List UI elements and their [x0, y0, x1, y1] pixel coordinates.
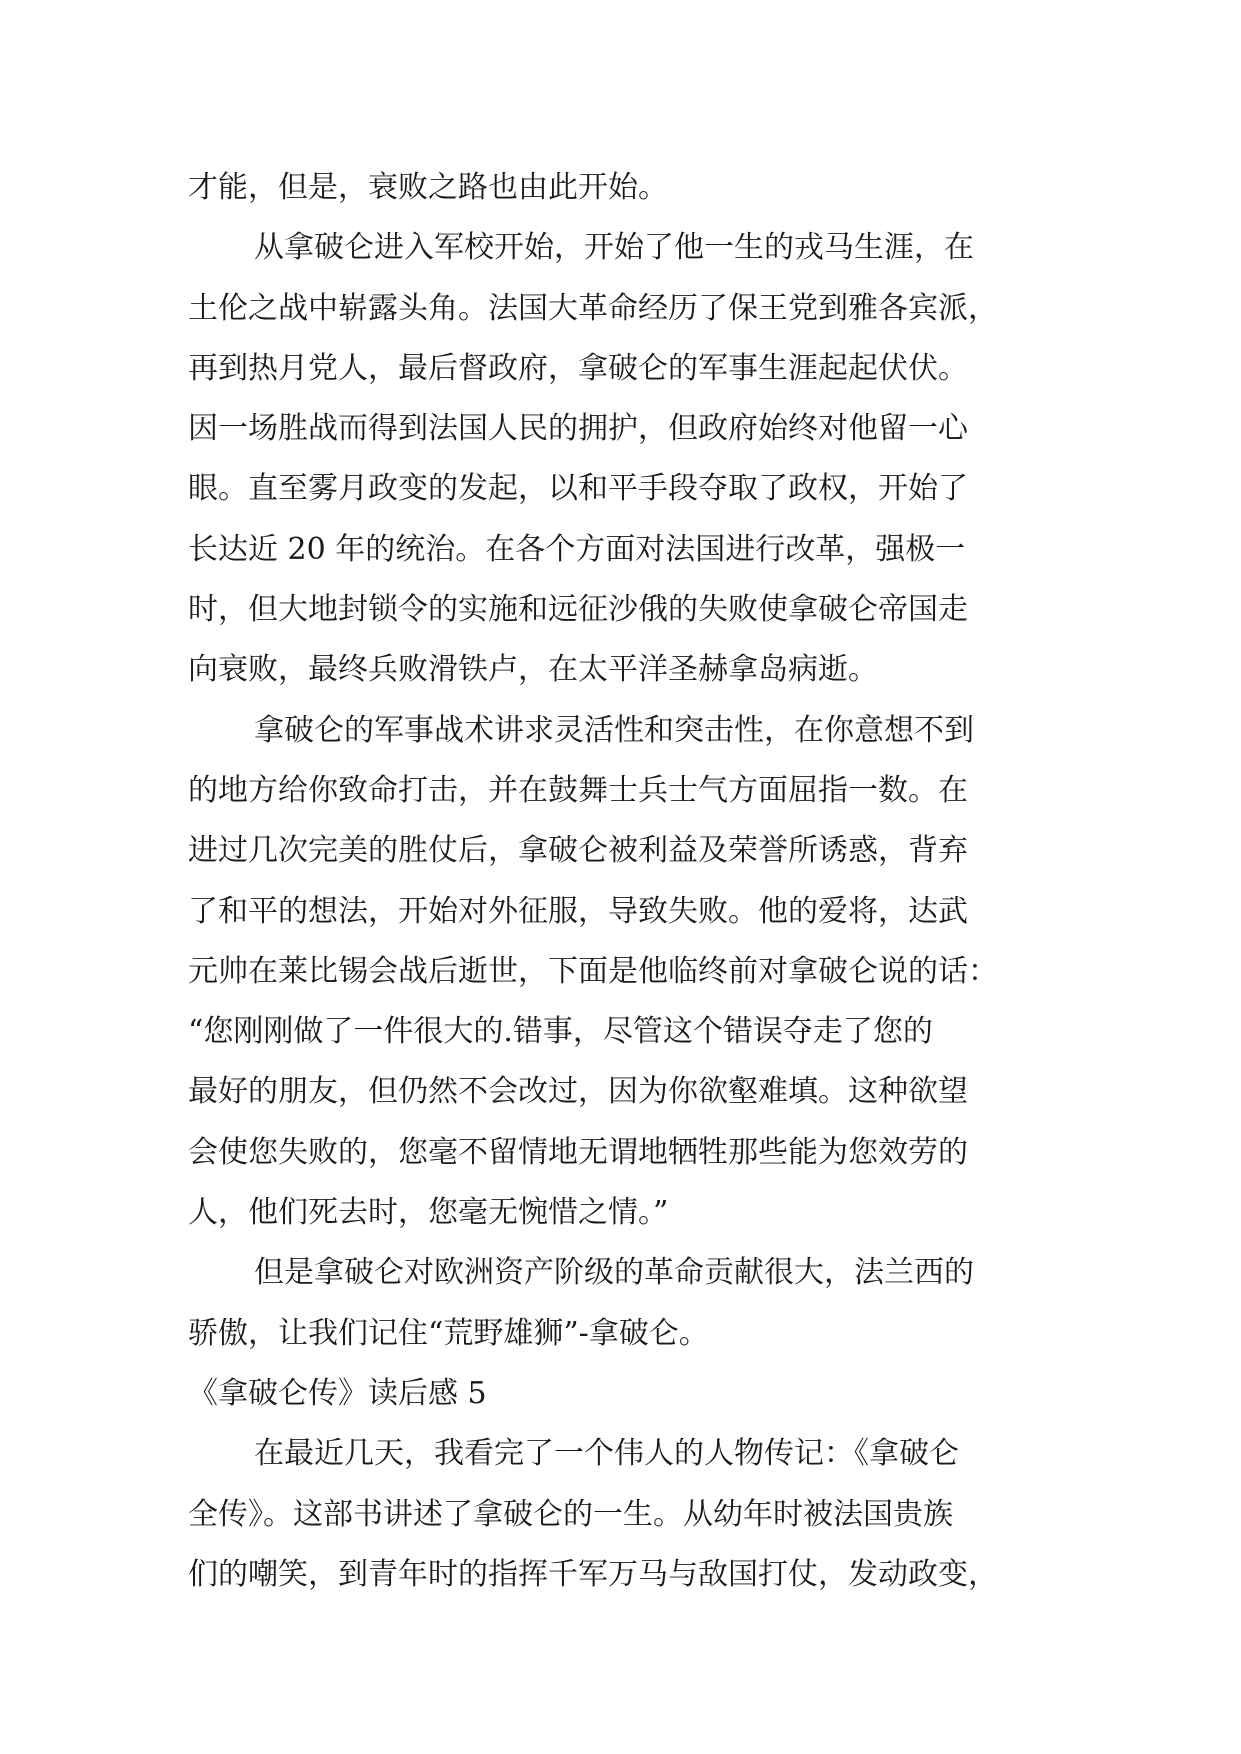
text-line: 向衰败，最终兵败滑铁卢，在太平洋圣赫拿岛病逝。	[188, 652, 878, 688]
text-line: 在最近几天，我看完了一个伟人的人物传记：《拿破仑	[254, 1436, 959, 1472]
text-line: 最好的朋友，但仍然不会改过，因为你欲壑难填。这种欲望	[188, 1074, 968, 1110]
text-line: 会使您失败的，您毫不留情地无谓地牺牲那些能为您效劳的	[188, 1134, 968, 1170]
text-line: 人，他们死去时，您毫无惋惜之情。”	[188, 1195, 669, 1231]
text-line: 了和平的想法，开始对外征服，导致失败。他的爱将，达武	[188, 893, 968, 929]
text-line: 进过几次完美的胜仗后，拿破仑被利益及荣誉所诱惑，背弃	[188, 833, 968, 869]
text-line: 因一场胜战而得到法国人民的拥护，但政府始终对他留一心	[188, 411, 968, 447]
text-line: 全传》。这部书讲述了拿破仑的一生。从幼年时被法国贵族	[188, 1496, 953, 1532]
text-line: 长达近 20 年的统治。在各个方面对法国进行改革，强极一	[188, 531, 966, 567]
text-line: “您刚刚做了一件很大的.错事，尽管这个错误夺走了您的	[188, 1014, 933, 1050]
text-line: 土伦之战中崭露头角。法国大革命经历了保王党到雅各宾派，	[188, 290, 998, 326]
document-body	[188, 158, 1068, 1605]
text-line: 的地方给你致命打击，并在鼓舞士兵士气方面屈指一数。在	[188, 772, 968, 808]
text-line: 拿破仑的军事战术讲求灵活性和突击性，在你意想不到	[254, 712, 974, 748]
text-line: 再到热月党人，最后督政府，拿破仑的军事生涯起起伏伏。	[188, 350, 968, 386]
section-heading: 《拿破仑传》读后感 5	[188, 1375, 487, 1411]
text-line: 但是拿破仑对欧洲资产阶级的革命贡献很大，法兰西的	[254, 1255, 974, 1291]
text-line: 时，但大地封锁令的实施和远征沙俄的失败使拿破仑帝国走	[188, 592, 968, 628]
text-line: 才能，但是，衰败之路也由此开始。	[188, 170, 668, 205]
text-line: 从拿破仑进入军校开始，开始了他一生的戎马生涯，在	[254, 230, 974, 266]
text-line: 元帅在莱比锡会战后逝世，下面是他临终前对拿破仑说的话：	[188, 953, 998, 989]
text-line: 们的嘲笑，到青年时的指挥千军万马与敌国打仗，发动政变，	[188, 1556, 998, 1592]
text-line: 骄傲，让我们记住“荒野雄狮”-拿破仑。	[188, 1315, 709, 1351]
text-line: 眼。直至雾月政变的发起，以和平手段夺取了政权，开始了	[188, 471, 968, 507]
